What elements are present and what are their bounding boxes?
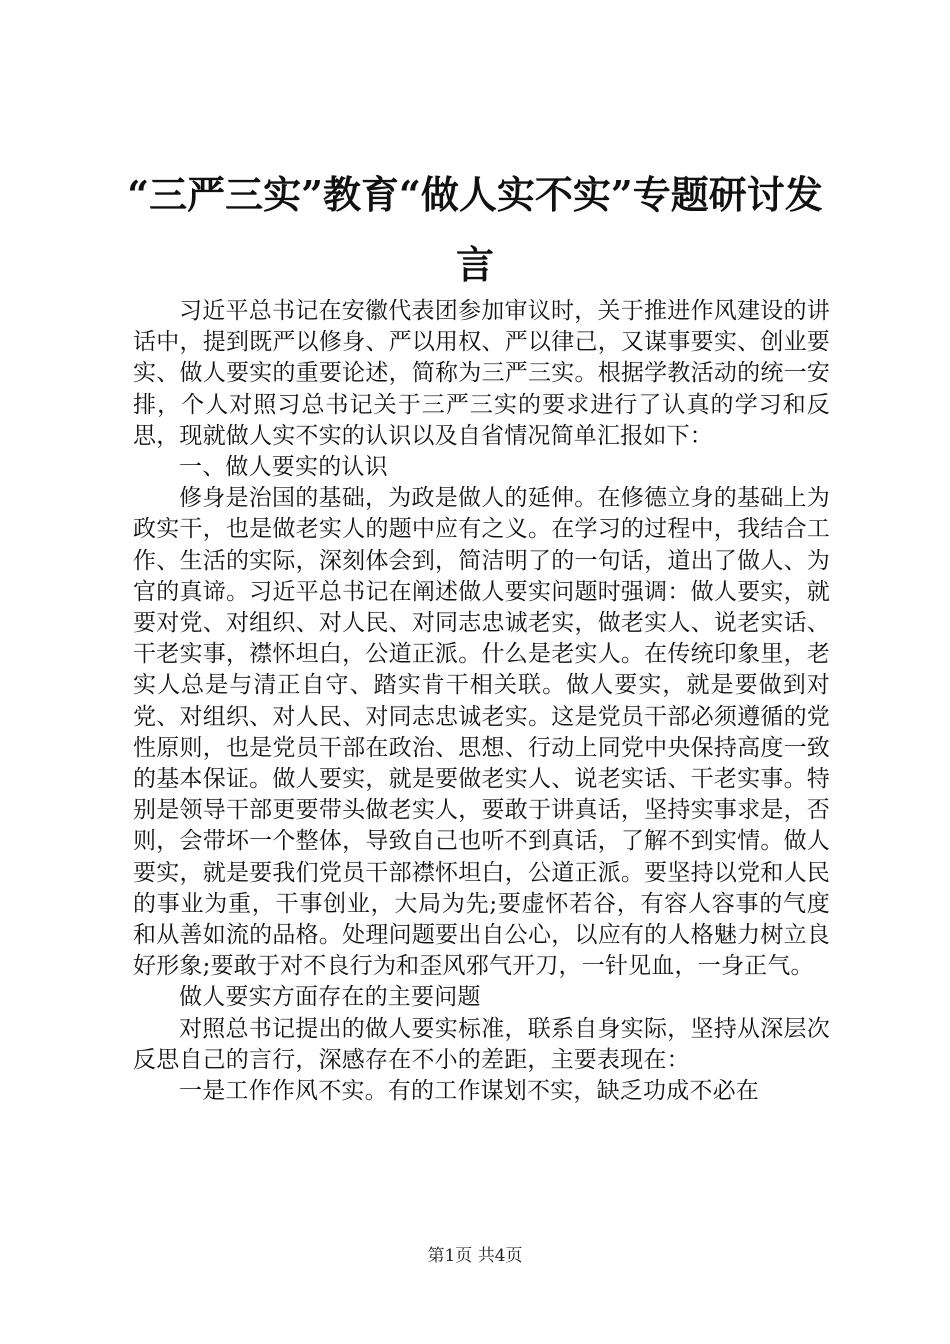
paragraph-problems-intro: 对照总书记提出的做人要实标准，联系自身实际，坚持从深层次反思自己的言行，深感存在不小的差距，主要表现在： [133,1015,830,1073]
section-heading-understanding: 一、做人要实的认识 [179,454,388,481]
paragraph-understanding: 修身是治国的基础，为政是做人的延伸。在修德立身的基础上为政实干，也是做老实人的题中应有之义。在学习的过程中，我结合工作、生活的实际，深刻体会到，简洁明了的一句话，道出了做人、为官的真谛。习近平总书记在阐述做人要实问题时强调：做人要实，就要对党、对组织、对人民、对同志忠诚老实，做老实人、说老实话、干老实事，襟怀坦白，公道正派。什么是老实人。在传统印象里，老实人总是与清正自守、踏实肯干相关联。做人要实，就是要做到对党、对组织、对人民、对同志忠诚老实。这是党员干部必须遵循的党性原则，也是党员干部在政治、思想、行动上同党中央保持高度一致的基本保证。做人要实，就是要做老实人、说老实话、干老实事。特别是领导干部更要带头做老实人，要敢于讲真话，坚持实事求是，否则，会带坏一个整体，导致自己也听不到真话，了解不到实情。做人要实，就是要我们党员干部襟怀坦白，公道正派。要坚持以党和人民的事业为重，干事创业，大局为先;要虚怀若谷，有容人容事的气度和从善如流的品格。处理问题要出自公心，以应有的人格魅力树立良好形象;要敢于对不良行为和歪风邪气开刀，一针见血，一身正气。 [133,485,830,980]
paragraph-intro: 习近平总书记在安徽代表团参加审议时，关于推进作风建设的讲话中，提到既严以修身、严以用权、严以律己，又谋事要实、创业要实、做人要实的重要论述，简称为三严三实。根据学教活动的统一安排，个人对照习总书记关于三严三实的要求进行了认真的学习和反思，现就做人实不实的认识以及自省情况简单汇报如下： [133,298,830,449]
section-heading-problems: 做人要实方面存在的主要问题 [179,984,481,1011]
paragraph-problem-one: 一是工作作风不实。有的工作谋划不实，缺乏功成不必在 [179,1078,759,1105]
document-title: “三严三实”教育“做人实不实”专题研讨发言 [127,172,823,287]
document-body [133,296,830,1107]
page-number-footer: 第1页 共4页 [427,1246,523,1266]
